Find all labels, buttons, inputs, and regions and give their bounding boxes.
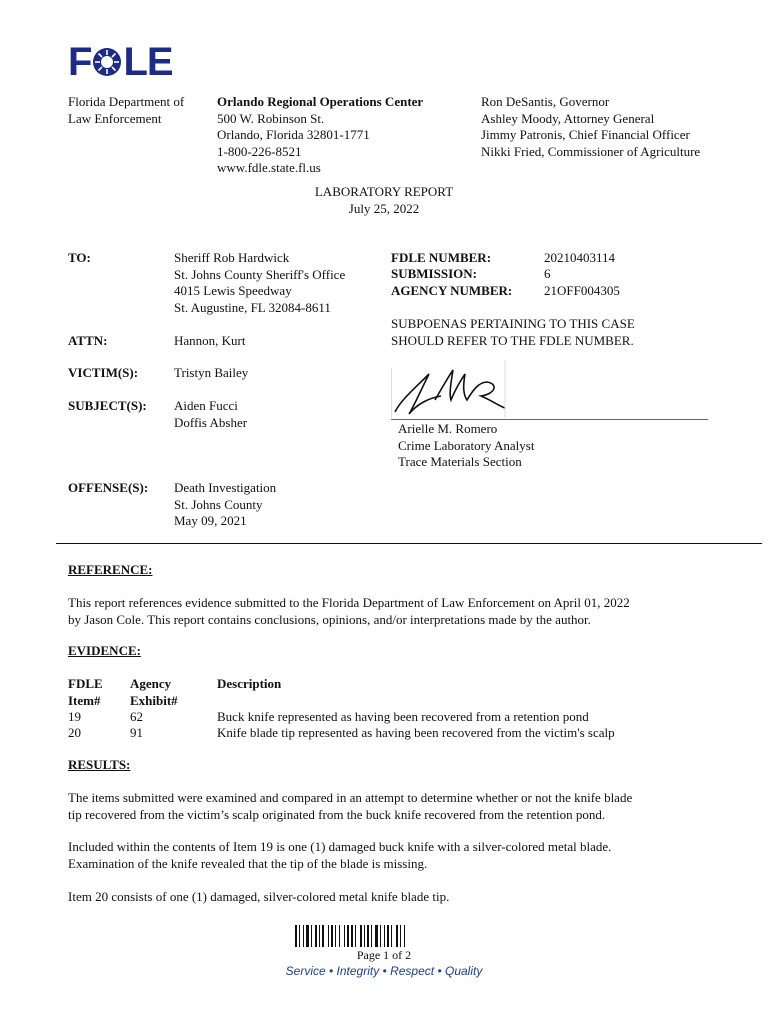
- to-recipient: Sheriff Rob Hardwick St. Johns County Sheriff's Office 4015 Lewis Speedway St. Augustine, FL 32084-8611: [174, 250, 346, 315]
- regional-center-address: Orlando Regional Operations Center 500 W. Robinson St. Orlando, Florida 32801-1771 1-800-226-8521 www.fdle.state.fl.us: [217, 94, 467, 177]
- evidence-item-number: 20: [68, 725, 81, 740]
- logo-letters-le: LE: [123, 40, 173, 84]
- report-title-block: [0, 184, 768, 217]
- signature-line: [391, 419, 708, 420]
- evidence-heading: EVIDENCE:: [68, 643, 141, 658]
- evidence-header-fdle: FDLE Item#: [68, 676, 103, 708]
- logo-letter-f: F: [68, 40, 92, 84]
- victims-value: Tristyn Bailey: [174, 365, 249, 380]
- submission-label: SUBMISSION:: [391, 266, 477, 281]
- results-paragraph-3: Item 20 consists of one (1) damaged, silver-colored metal knife blade tip.: [68, 889, 450, 904]
- fdle-number-value: 20210403114: [544, 250, 616, 265]
- center-title: Orlando Regional Operations Center: [217, 94, 424, 109]
- tagline: Service • Integrity • Respect • Quality: [285, 964, 483, 978]
- offenses-label: OFFENSE(S):: [68, 480, 149, 495]
- report-date: July 25, 2022: [348, 200, 420, 216]
- analyst-section: Trace Materials Section: [398, 454, 522, 469]
- sun-emblem-icon: [92, 47, 122, 77]
- report-title: LABORATORY REPORT: [314, 184, 454, 199]
- evidence-item-number: 19: [68, 709, 81, 724]
- subpoena-notice: SUBPOENAS PERTAINING TO THIS CASE SHOULD REFER TO THE FDLE NUMBER.: [391, 316, 635, 348]
- to-label: TO:: [68, 250, 91, 265]
- evidence-description: Knife blade tip represented as having been recovered from the victim's scalp: [217, 725, 615, 740]
- subjects-label: SUBJECT(S):: [68, 398, 147, 413]
- officials-list: Ron DeSantis, Governor Ashley Moody, Attorney General Jimmy Patronis, Chief Financial Officer Nikki Fried, Commissioner of Agriculture: [481, 94, 701, 159]
- evidence-exhibit-number: 91: [130, 725, 143, 740]
- fdle-logo: [68, 40, 180, 84]
- reference-text: This report references evidence submitted to the Florida Department of Law Enforcement on April 01, 2022 by Jason Cole. This report contains conclusions, opinions, and/or interpretations made by the author.: [68, 595, 630, 627]
- evidence-header-description: Description: [217, 676, 282, 691]
- victims-label: VICTIM(S):: [68, 365, 139, 380]
- reference-heading: REFERENCE:: [68, 562, 153, 577]
- subjects-list: Aiden Fucci Doffis Absher: [174, 398, 248, 430]
- website-link[interactable]: www.fdle.state.fl.us: [217, 160, 321, 175]
- analyst-info: [398, 421, 534, 471]
- attn-value: Hannon, Kurt: [174, 333, 246, 348]
- analyst-signature-icon: [391, 360, 711, 420]
- evidence-exhibit-number: 62: [130, 709, 143, 724]
- offenses-list: Death Investigation St. Johns County May 09, 2021: [174, 480, 277, 528]
- evidence-description: Buck knife represented as having been recovered from a retention pond: [217, 709, 589, 724]
- results-paragraph-2: Included within the contents of Item 19 is one (1) damaged buck knife with a silver-colored metal blade. Examination of the knife revealed that the tip of the blade is missing.: [68, 839, 612, 871]
- results-heading: RESULTS:: [68, 757, 131, 772]
- analyst-title: Crime Laboratory Analyst: [398, 437, 535, 453]
- section-divider: [56, 543, 762, 544]
- results-paragraph-1: The items submitted were examined and compared in an attempt to determine whether or not the knife blade tip recovered from the victim’s scalp originated from the buck knife recovered from the retention pond.: [68, 790, 633, 822]
- evidence-header-agency: Agency Exhibit#: [130, 676, 178, 708]
- department-name: Florida Department of Law Enforcement: [68, 94, 185, 126]
- submission-value: 6: [544, 266, 551, 281]
- agency-number-label: AGENCY NUMBER:: [391, 283, 513, 298]
- agency-number-value: 21OFF004305: [544, 283, 620, 298]
- page-number: Page 1 of 2: [356, 948, 412, 962]
- fdle-number-label: FDLE NUMBER:: [391, 250, 492, 265]
- attn-label: ATTN:: [68, 333, 108, 348]
- barcode-icon: [295, 925, 449, 947]
- analyst-name: Arielle M. Romero: [398, 421, 498, 436]
